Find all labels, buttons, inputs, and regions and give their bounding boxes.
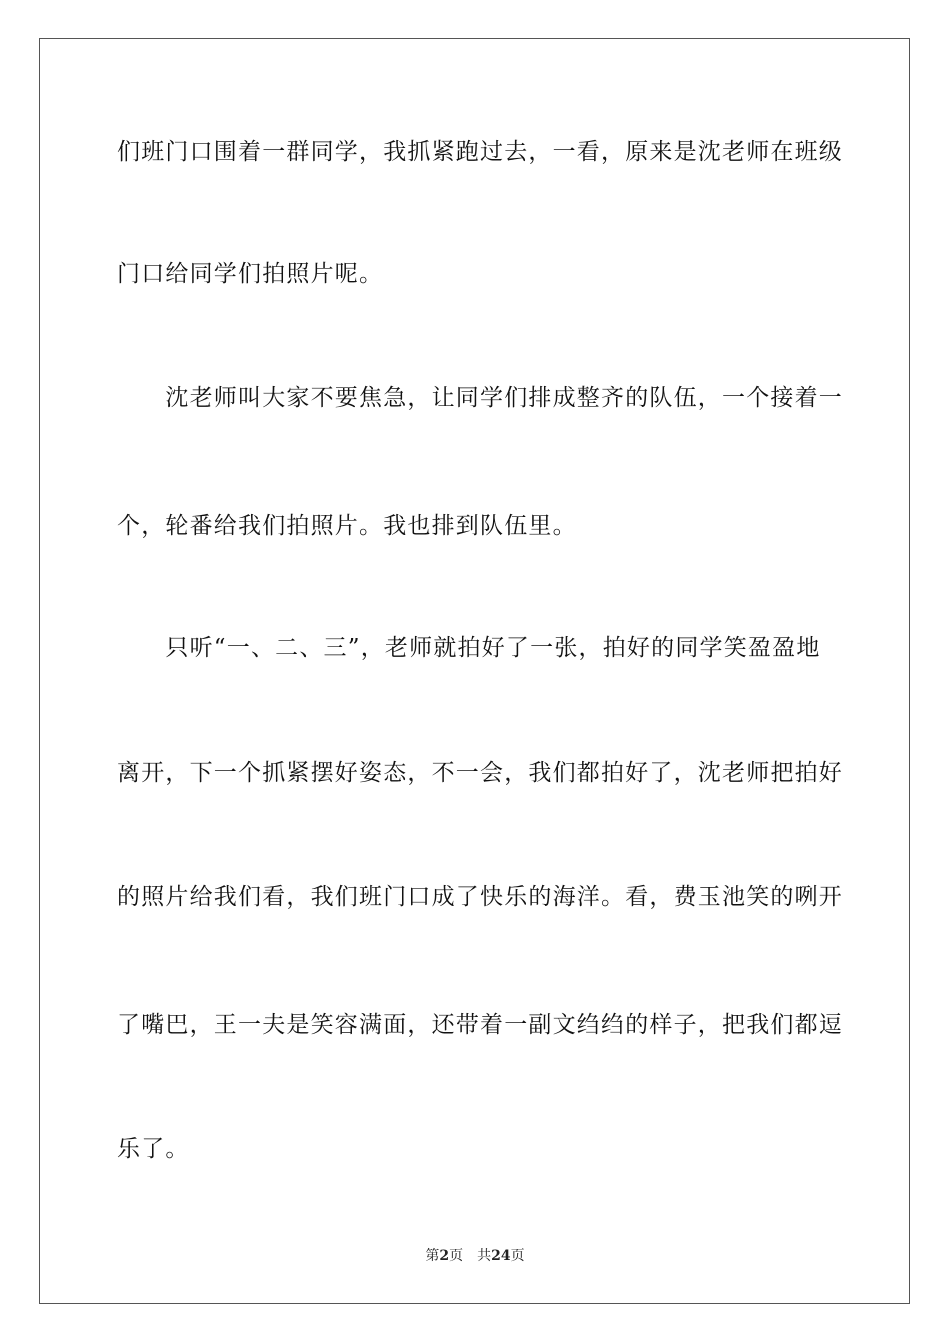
page-prefix: 第 (425, 1248, 440, 1264)
text-line: 个，轮番给我们拍照片。我也排到队伍里。 (117, 513, 577, 539)
page-footer (0, 1247, 950, 1265)
text-line: 只听“一、二、三”，老师就拍好了一张，拍好的同学笑盈盈地 (117, 635, 821, 661)
text-line: 乐了。 (117, 1136, 190, 1162)
page-number: 2 (439, 1248, 450, 1264)
total-suffix: 页 (510, 1248, 525, 1264)
total-pages: 24 (491, 1248, 511, 1264)
text-line: 们班门口围着一群同学，我抓紧跑过去，一看，原来是沈老师在班级 (117, 139, 843, 165)
page-border (39, 38, 910, 1304)
text-line: 沈老师叫大家不要焦急，让同学们排成整齐的队伍，一个接着一 (117, 385, 843, 411)
page-suffix: 页 (449, 1248, 464, 1264)
text-line: 离开，下一个抓紧摆好姿态，不一会，我们都拍好了，沈老师把拍好 (117, 760, 843, 786)
text-line: 的照片给我们看，我们班门口成了快乐的海洋。看，费玉池笑的咧开 (117, 884, 843, 910)
text-line: 了嘴巴，王一夫是笑容满面，还带着一副文绉绉的样子，把我们都逗 (117, 1012, 843, 1038)
total-prefix: 共 (477, 1248, 492, 1264)
text-line: 门口给同学们拍照片呢。 (117, 261, 384, 287)
